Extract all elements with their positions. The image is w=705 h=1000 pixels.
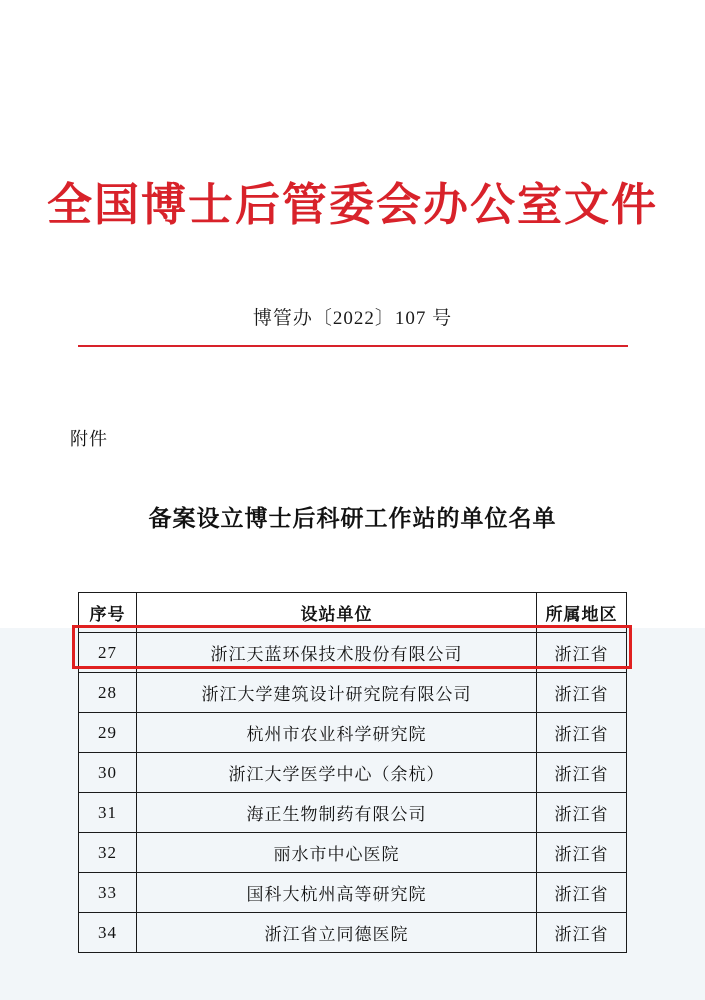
document-title: 全国博士后管委会办公室文件: [46, 180, 658, 230]
table-row: [79, 673, 627, 713]
cell-unit: 丽水市中心医院: [137, 833, 537, 873]
table-row: [79, 713, 627, 753]
cell-area: 浙江省: [537, 673, 627, 713]
cell-index: 28: [79, 673, 137, 713]
cell-unit: 浙江大学建筑设计研究院有限公司: [137, 673, 537, 713]
cell-index: 27: [79, 633, 137, 673]
cell-area: 浙江省: [537, 833, 627, 873]
cell-index: 29: [79, 713, 137, 753]
cell-unit: 国科大杭州高等研究院: [137, 873, 537, 913]
column-header-unit: 设站单位: [137, 593, 537, 633]
table-row: [79, 633, 627, 673]
cell-index: 32: [79, 833, 137, 873]
table-row: [79, 913, 627, 953]
table-row: [79, 873, 627, 913]
list-title: 备案设立博士后科研工作站的单位名单: [148, 506, 557, 531]
table-row: [79, 793, 627, 833]
unit-list-table: [78, 592, 627, 953]
cell-unit: 浙江省立同德医院: [137, 913, 537, 953]
cell-unit: 海正生物制药有限公司: [137, 793, 537, 833]
cell-index: 30: [79, 753, 137, 793]
cell-area: 浙江省: [537, 793, 627, 833]
table-row: [79, 833, 627, 873]
cell-area: 浙江省: [537, 633, 627, 673]
cell-index: 33: [79, 873, 137, 913]
document-number: 博管办〔2022〕107 号: [252, 308, 453, 329]
cell-index: 34: [79, 913, 137, 953]
cell-area: 浙江省: [537, 913, 627, 953]
attachment-label: 附件: [70, 429, 108, 449]
cell-unit: 浙江大学医学中心（余杭）: [137, 753, 537, 793]
cell-area: 浙江省: [537, 873, 627, 913]
red-divider-rule: [78, 345, 628, 347]
table-header-row: [79, 593, 627, 633]
table-body: [79, 633, 627, 953]
cell-unit: 杭州市农业科学研究院: [137, 713, 537, 753]
column-header-area: 所属地区: [537, 593, 627, 633]
table-row: [79, 753, 627, 793]
cell-area: 浙江省: [537, 753, 627, 793]
cell-index: 31: [79, 793, 137, 833]
cell-area: 浙江省: [537, 713, 627, 753]
column-header-index: 序号: [79, 593, 137, 633]
cell-unit: 浙江天蓝环保技术股份有限公司: [137, 633, 537, 673]
